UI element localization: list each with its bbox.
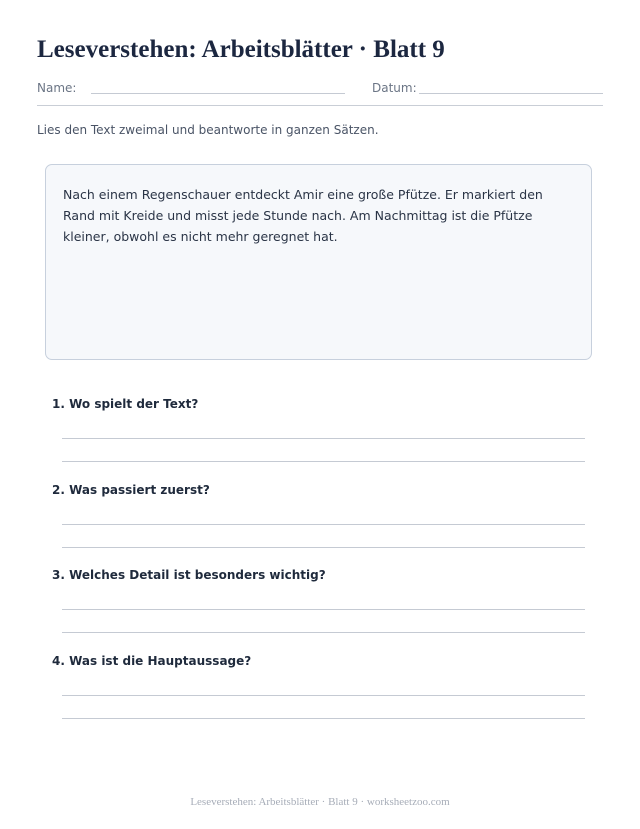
name-label: Name: (37, 81, 77, 95)
worksheet-title: Leseverstehen: Arbeitsblätter · Blatt 9 (37, 36, 445, 63)
date-label: Datum: (372, 81, 417, 95)
question-4-answer-line-2 (62, 718, 585, 719)
question-3-answer-line-1 (62, 609, 585, 610)
question-2-answer-line-1 (62, 524, 585, 525)
question-1-label: 1. Wo spielt der Text? (52, 397, 199, 411)
question-4-label: 4. Was ist die Hauptaussage? (52, 654, 252, 668)
question-3-answer-line-2 (62, 632, 585, 633)
instructions-text: Lies den Text zweimal und beantworte in ganzen Sätzen. (37, 123, 379, 137)
header-divider (37, 105, 603, 106)
reading-passage-box (45, 164, 592, 360)
question-1-answer-line-1 (62, 438, 585, 439)
question-3-label: 3. Welches Detail ist besonders wichtig? (52, 568, 326, 582)
date-answer-line (419, 93, 603, 94)
reading-passage-text: Nach einem Regenschauer entdeckt Amir eine große Pfütze. Er markiert den Rand mit Kreide und misst jede Stunde nach. Am Nachmittag ist die Pfütze kleiner, obwohl es nicht mehr geregnet hat. (63, 187, 543, 244)
question-1-answer-line-2 (62, 461, 585, 462)
name-answer-line (91, 93, 345, 94)
question-2-label: 2. Was passiert zuerst? (52, 483, 210, 497)
question-2-answer-line-2 (62, 547, 585, 548)
page-footer: Leseverstehen: Arbeitsblätter · Blatt 9 · worksheetzoo.com (190, 796, 450, 808)
question-4-answer-line-1 (62, 695, 585, 696)
